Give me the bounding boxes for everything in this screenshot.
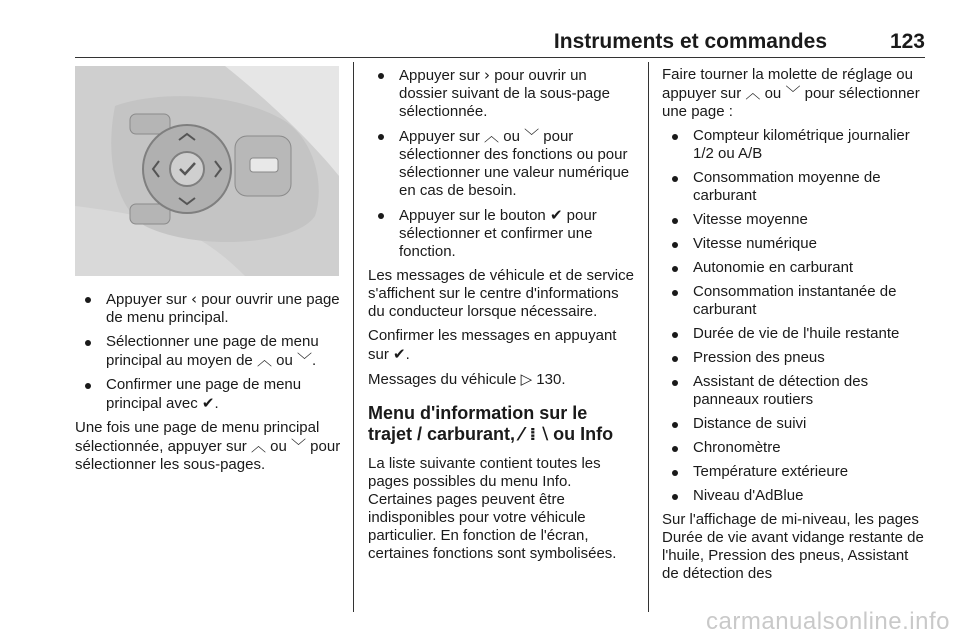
chevron-right-icon: › xyxy=(484,66,491,84)
list-item: Appuyer sur ︿ ou ﹀ pour sélectionner des fonctions ou pour sélectionner une valeur numérique en cas de besoin. xyxy=(368,127,636,200)
section-heading: Menu d'information sur le trajet / carburant, ⁄ ⁞ ⧵ ou Info xyxy=(368,403,614,445)
list-item: Consommation moyenne de carburant xyxy=(662,169,928,205)
bullet-list xyxy=(75,290,341,413)
paragraph: Confirmer les messages en appuyant sur ✔. xyxy=(368,327,617,363)
page-reference-icon: ▷ xyxy=(520,370,533,388)
trip-info-icon: ⁄ ⁞ ⧵ xyxy=(520,424,549,445)
paragraph: Une fois une page de menu principal sélectionnée, appuyer sur ︿ ou ﹀ pour sélectionner les sous-pages. xyxy=(75,419,341,473)
checkmark-icon: ✔ xyxy=(201,394,215,412)
chevron-down-icon: ﹀ xyxy=(524,127,540,145)
list-item: Autonomie en carburant xyxy=(662,259,928,277)
paragraph: Sur l'affichage de mi-niveau, les pages Durée de vie avant vidange restante de l'huile, Pression des pneus, Assistant de détection des xyxy=(662,511,924,582)
chevron-up-icon: ︿ xyxy=(256,351,272,369)
column-1 xyxy=(75,66,341,480)
list-item: Vitesse numérique xyxy=(662,235,928,253)
list-item: Vitesse moyenne xyxy=(662,211,928,229)
list-item: Distance de suivi xyxy=(662,415,928,433)
steering-wheel-controls-illustration xyxy=(75,66,339,276)
page-header xyxy=(75,24,925,58)
chevron-down-icon: ﹀ xyxy=(296,351,312,369)
column-divider xyxy=(353,62,354,612)
list-item: Consommation instantanée de carburant xyxy=(662,283,928,319)
column-3 xyxy=(662,66,928,589)
list-item: Durée de vie de l'huile restante xyxy=(662,325,928,343)
list-item: Chronomètre xyxy=(662,439,928,457)
list-item: Assistant de détection des panneaux routiers xyxy=(662,373,928,409)
list-item: Sélectionner une page de menu principal au moyen de ︿ ou ﹀. xyxy=(75,333,341,370)
list-item: Appuyer sur › pour ouvrir un dossier suivant de la sous-page sélectionnée. xyxy=(368,66,636,121)
page-title: Instruments et commandes xyxy=(553,30,827,53)
list-item: Appuyer sur le bouton ✔ pour sélectionner et confirmer une fonction. xyxy=(368,206,636,261)
bullet-list xyxy=(368,66,636,261)
header-rule xyxy=(75,57,925,58)
chevron-up-icon: ︿ xyxy=(484,127,500,145)
chevron-up-icon: ︿ xyxy=(745,84,761,102)
paragraph: Faire tourner la molette de réglage ou appuyer sur ︿ ou ﹀ pour sélectionner une page : xyxy=(662,66,920,120)
list-item: Pression des pneus xyxy=(662,349,928,367)
paragraph: Les messages de véhicule et de service s'affichent sur le centre d'informations du conducteur lorsque nécessaire. xyxy=(368,267,634,320)
list-item: Confirmer une page de menu principal avec ✔. xyxy=(75,376,341,413)
watermark: carmanualsonline.info xyxy=(706,608,950,635)
checkmark-icon: ✔ xyxy=(393,345,406,363)
chevron-up-icon: ︿ xyxy=(250,437,266,455)
list-item: Température extérieure xyxy=(662,463,928,481)
list-item: Compteur kilométrique journalier 1/2 ou A/B xyxy=(662,127,928,163)
page-number: 123 xyxy=(889,30,925,53)
paragraph: La liste suivante contient toutes les pages possibles du menu Info. Certaines pages peuvent être indisponibles pour votre véhicule particulier. En fonction de l'écran, certaines fonctions sont symbolisées. xyxy=(368,455,617,562)
list-item: Appuyer sur ‹ pour ouvrir une page de menu principal. xyxy=(75,290,341,327)
chevron-left-icon: ‹ xyxy=(191,290,198,308)
info-pages-list xyxy=(662,127,928,505)
column-divider xyxy=(648,62,649,612)
column-2 xyxy=(368,66,636,569)
chevron-down-icon: ﹀ xyxy=(291,437,307,455)
list-item: Niveau d'AdBlue xyxy=(662,487,928,505)
chevron-down-icon: ﹀ xyxy=(785,84,801,102)
checkmark-icon: ✔ xyxy=(549,206,563,224)
paragraph: Messages du véhicule ▷ 130. xyxy=(368,370,566,388)
